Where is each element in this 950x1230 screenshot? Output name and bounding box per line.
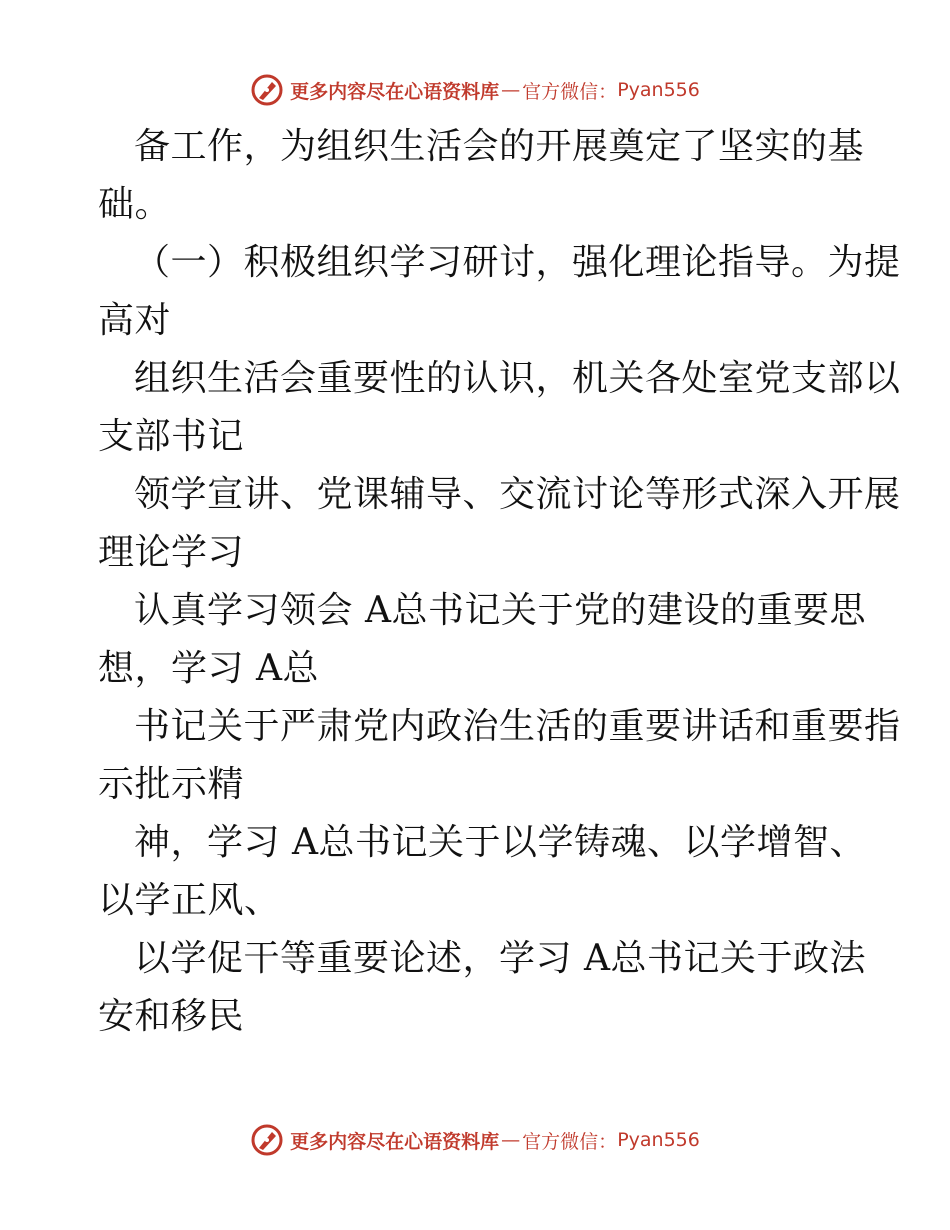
banner-text — [290, 77, 700, 104]
banner-dash: — — [501, 79, 521, 101]
banner-wechat-id: Pyan556 — [617, 1129, 700, 1151]
text-line: 领学宣讲、党课辅导、交流讨论等形式深入开展 — [134, 474, 901, 515]
text-line: 想，学习 A总 — [98, 648, 319, 689]
banner-label: 官方微信： — [522, 1130, 618, 1153]
footer-banner — [0, 1120, 950, 1160]
text-line: 安和移民 — [98, 996, 245, 1037]
text-line: 神，学习 A总书记关于以学铸魂、以学增智、 — [134, 822, 866, 863]
pen-nib-logo-icon — [250, 1123, 284, 1157]
banner-label: 官方微信： — [522, 80, 618, 103]
text-line: 备工作，为组织生活会的开展奠定了坚实的基 — [134, 126, 865, 167]
text-line: 书记关于严肃党内政治生活的重要讲话和重要指 — [134, 706, 901, 747]
document-body — [0, 118, 950, 1046]
header-banner — [0, 70, 950, 110]
text-line: 组织生活会重要性的认识，机关各处室党支部以 — [134, 358, 901, 399]
text-line: 理论学习 — [98, 532, 245, 573]
banner-wechat-id: Pyan556 — [617, 79, 700, 101]
text-line: 础。 — [98, 184, 172, 225]
text-line: 高对 — [98, 300, 172, 341]
text-line: 示批示精 — [98, 764, 245, 805]
banner-main-text: 更多内容尽在心语资料库 — [290, 80, 500, 103]
text-line: （一）积极组织学习研讨，强化理论指导。为提 — [134, 242, 901, 283]
text-line: 以学促干等重要论述，学习 A总书记关于政法 — [134, 938, 866, 979]
text-line: 以学正风、 — [98, 880, 281, 921]
banner-text — [290, 1127, 700, 1154]
banner-main-text: 更多内容尽在心语资料库 — [290, 1130, 500, 1153]
text-line: 支部书记 — [98, 416, 245, 457]
banner-dash: — — [501, 1129, 521, 1151]
text-line: 认真学习领会 A总书记关于党的建设的重要思 — [134, 590, 866, 631]
pen-nib-logo-icon — [250, 73, 284, 107]
